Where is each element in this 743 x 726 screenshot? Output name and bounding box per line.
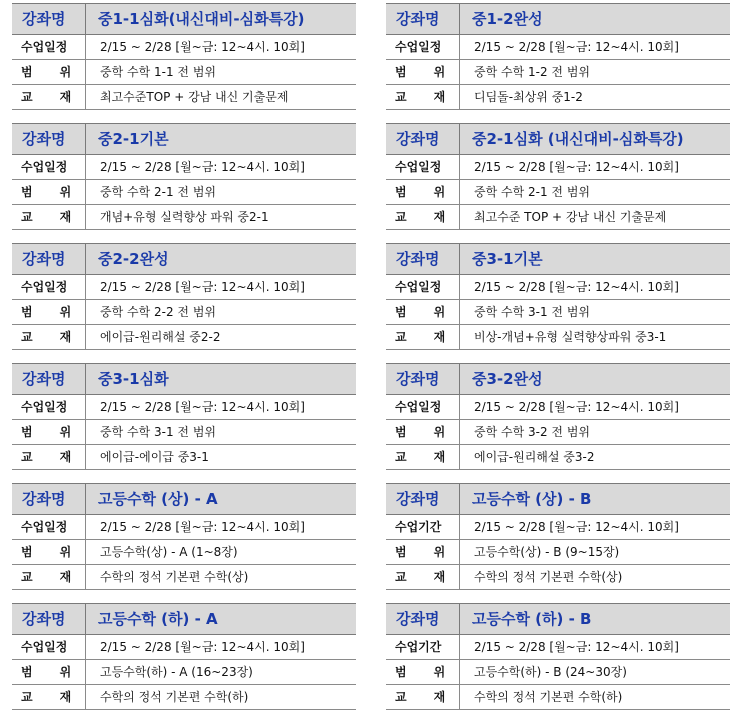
course-card xyxy=(386,363,730,469)
textbook-label: 교재 xyxy=(386,685,460,709)
schedule-row xyxy=(386,395,730,420)
range-row xyxy=(12,180,356,205)
schedule-label: 수업기간 xyxy=(386,635,460,659)
textbook-label: 교재 xyxy=(386,325,460,349)
schedule-row xyxy=(386,635,730,660)
course-card xyxy=(386,3,730,109)
course-title-value: 중2-1기본 xyxy=(98,130,169,148)
course-title-row xyxy=(12,484,356,515)
range-label: 범위 xyxy=(12,60,86,84)
schedule-label: 수업일정 xyxy=(12,395,86,419)
schedule-value: 2/15 ~ 2/28 [월~금: 12~4시. 10회] xyxy=(474,160,679,174)
schedule-row xyxy=(386,35,730,60)
course-title-row xyxy=(12,4,356,35)
course-title-value: 중2-2완성 xyxy=(98,250,169,268)
textbook-value: 디딤돌-최상위 중1-2 xyxy=(474,90,583,104)
range-value: 중학 수학 3-1 전 범위 xyxy=(474,305,591,319)
range-value: 고등수학(상) - B (9~15장) xyxy=(474,545,620,559)
schedule-value: 2/15 ~ 2/28 [월~금: 12~4시. 10회] xyxy=(100,160,305,174)
schedule-row xyxy=(12,515,356,540)
course-title-value: 고등수학 (하) - A xyxy=(98,610,218,628)
course-title-value: 고등수학 (하) - B xyxy=(472,610,592,628)
range-label: 범위 xyxy=(12,660,86,684)
course-title-row xyxy=(386,244,730,275)
textbook-row xyxy=(386,565,730,590)
course-title-row xyxy=(12,124,356,155)
course-title-label: 강좌명 xyxy=(12,124,86,154)
textbook-row xyxy=(386,205,730,230)
schedule-label: 수업일정 xyxy=(12,155,86,179)
range-label: 범위 xyxy=(386,420,460,444)
schedule-label: 수업일정 xyxy=(386,155,460,179)
textbook-value: 에이급-원리해설 중2-2 xyxy=(100,330,221,344)
range-label: 범위 xyxy=(12,540,86,564)
schedule-row xyxy=(386,515,730,540)
range-label: 범위 xyxy=(386,660,460,684)
textbook-label: 교재 xyxy=(12,685,86,709)
schedule-value: 2/15 ~ 2/28 [월~금: 12~4시. 10회] xyxy=(100,400,305,414)
range-row xyxy=(12,300,356,325)
schedule-value: 2/15 ~ 2/28 [월~금: 12~4시. 10회] xyxy=(474,640,679,654)
textbook-label: 교재 xyxy=(12,85,86,109)
range-label: 범위 xyxy=(386,300,460,324)
course-card xyxy=(386,243,730,349)
range-row xyxy=(386,180,730,205)
schedule-value: 2/15 ~ 2/28 [월~금: 12~4시. 10회] xyxy=(474,520,679,534)
range-row xyxy=(386,60,730,85)
course-title-label: 강좌명 xyxy=(386,244,460,274)
range-row xyxy=(12,60,356,85)
range-row xyxy=(12,540,356,565)
textbook-value: 최고수준 TOP + 강남 내신 기출문제 xyxy=(474,210,667,224)
schedule-label: 수업일정 xyxy=(12,515,86,539)
course-card xyxy=(386,123,730,229)
range-value: 고등수학(상) - A (1~8장) xyxy=(100,545,238,559)
schedule-label: 수업일정 xyxy=(12,635,86,659)
course-card xyxy=(12,243,356,349)
range-label: 범위 xyxy=(386,540,460,564)
textbook-label: 교재 xyxy=(386,85,460,109)
course-title-label: 강좌명 xyxy=(386,4,460,34)
course-card xyxy=(12,3,356,109)
range-row xyxy=(12,660,356,685)
course-card xyxy=(12,123,356,229)
schedule-label: 수업일정 xyxy=(12,35,86,59)
range-label: 범위 xyxy=(12,300,86,324)
schedule-value: 2/15 ~ 2/28 [월~금: 12~4시. 10회] xyxy=(100,280,305,294)
course-title-label: 강좌명 xyxy=(386,484,460,514)
schedule-value: 2/15 ~ 2/28 [월~금: 12~4시. 10회] xyxy=(474,40,679,54)
course-title-value: 중3-2완성 xyxy=(472,370,543,388)
range-row xyxy=(386,420,730,445)
textbook-row xyxy=(12,565,356,590)
range-row xyxy=(386,540,730,565)
textbook-value: 수학의 정석 기본편 수학(상) xyxy=(474,570,623,584)
course-title-row xyxy=(12,604,356,635)
course-card xyxy=(386,483,730,589)
range-value: 중학 수학 1-2 전 범위 xyxy=(474,65,591,79)
textbook-value: 수학의 정석 기본편 수학(하) xyxy=(100,690,249,704)
course-title-label: 강좌명 xyxy=(386,124,460,154)
schedule-label: 수업기간 xyxy=(386,515,460,539)
textbook-row xyxy=(386,85,730,110)
range-value: 중학 수학 2-1 전 범위 xyxy=(100,185,217,199)
textbook-value: 에이급-원리해설 중3-2 xyxy=(474,450,595,464)
range-label: 범위 xyxy=(386,60,460,84)
textbook-label: 교재 xyxy=(386,565,460,589)
textbook-row xyxy=(386,685,730,710)
course-title-value: 중1-2완성 xyxy=(472,10,543,28)
schedule-label: 수업일정 xyxy=(386,35,460,59)
range-value: 중학 수학 3-1 전 범위 xyxy=(100,425,217,439)
course-title-value: 고등수학 (상) - A xyxy=(98,490,218,508)
textbook-label: 교재 xyxy=(12,325,86,349)
course-title-label: 강좌명 xyxy=(12,604,86,634)
schedule-row xyxy=(12,155,356,180)
range-value: 고등수학(하) - A (16~23장) xyxy=(100,665,253,679)
schedule-row xyxy=(12,635,356,660)
textbook-row xyxy=(386,445,730,470)
textbook-row xyxy=(12,205,356,230)
textbook-label: 교재 xyxy=(12,565,86,589)
schedule-row xyxy=(386,155,730,180)
textbook-value: 에이급-에이급 중3-1 xyxy=(100,450,209,464)
textbook-row xyxy=(12,325,356,350)
course-title-value: 중3-1심화 xyxy=(98,370,169,388)
range-row xyxy=(386,300,730,325)
range-value: 고등수학(하) - B (24~30장) xyxy=(474,665,627,679)
textbook-value: 비상-개념+유형 실력향상파워 중3-1 xyxy=(474,330,667,344)
range-value: 중학 수학 3-2 전 범위 xyxy=(474,425,591,439)
course-title-value: 중3-1기본 xyxy=(472,250,543,268)
range-value: 중학 수학 1-1 전 범위 xyxy=(100,65,217,79)
course-title-row xyxy=(386,484,730,515)
course-title-label: 강좌명 xyxy=(12,4,86,34)
range-value: 중학 수학 2-1 전 범위 xyxy=(474,185,591,199)
schedule-label: 수업일정 xyxy=(386,395,460,419)
textbook-row xyxy=(12,445,356,470)
course-title-row xyxy=(12,244,356,275)
textbook-value: 최고수준TOP + 강남 내신 기출문제 xyxy=(100,90,289,104)
schedule-label: 수업일정 xyxy=(386,275,460,299)
course-title-value: 고등수학 (상) - B xyxy=(472,490,592,508)
range-row xyxy=(386,660,730,685)
course-card xyxy=(386,603,730,709)
schedule-label: 수업일정 xyxy=(12,275,86,299)
course-title-label: 강좌명 xyxy=(386,604,460,634)
textbook-value: 수학의 정석 기본편 수학(하) xyxy=(474,690,623,704)
schedule-value: 2/15 ~ 2/28 [월~금: 12~4시. 10회] xyxy=(474,280,679,294)
course-title-row xyxy=(386,364,730,395)
course-title-row xyxy=(12,364,356,395)
range-label: 범위 xyxy=(12,180,86,204)
course-title-row xyxy=(386,4,730,35)
schedule-value: 2/15 ~ 2/28 [월~금: 12~4시. 10회] xyxy=(100,520,305,534)
schedule-row xyxy=(12,35,356,60)
schedule-value: 2/15 ~ 2/28 [월~금: 12~4시. 10회] xyxy=(474,400,679,414)
textbook-label: 교재 xyxy=(386,445,460,469)
textbook-row xyxy=(12,85,356,110)
course-title-label: 강좌명 xyxy=(386,364,460,394)
textbook-row xyxy=(12,685,356,710)
course-title-row xyxy=(386,604,730,635)
course-card xyxy=(12,483,356,589)
range-label: 범위 xyxy=(12,420,86,444)
schedule-row xyxy=(12,275,356,300)
range-row xyxy=(12,420,356,445)
course-title-label: 강좌명 xyxy=(12,364,86,394)
schedule-value: 2/15 ~ 2/28 [월~금: 12~4시. 10회] xyxy=(100,40,305,54)
course-title-row xyxy=(386,124,730,155)
textbook-value: 개념+유형 실력향상 파워 중2-1 xyxy=(100,210,269,224)
schedule-row xyxy=(12,395,356,420)
course-title-value: 중2-1심화 (내신대비-심화특강) xyxy=(472,130,684,148)
schedule-value: 2/15 ~ 2/28 [월~금: 12~4시. 10회] xyxy=(100,640,305,654)
course-card xyxy=(12,603,356,709)
course-title-value: 중1-1심화(내신대비-심화특강) xyxy=(98,10,305,28)
range-label: 범위 xyxy=(386,180,460,204)
textbook-value: 수학의 정석 기본편 수학(상) xyxy=(100,570,249,584)
textbook-label: 교재 xyxy=(12,205,86,229)
textbook-label: 교재 xyxy=(386,205,460,229)
course-card xyxy=(12,363,356,469)
schedule-row xyxy=(386,275,730,300)
range-value: 중학 수학 2-2 전 범위 xyxy=(100,305,217,319)
textbook-row xyxy=(386,325,730,350)
course-title-label: 강좌명 xyxy=(12,244,86,274)
textbook-label: 교재 xyxy=(12,445,86,469)
course-title-label: 강좌명 xyxy=(12,484,86,514)
